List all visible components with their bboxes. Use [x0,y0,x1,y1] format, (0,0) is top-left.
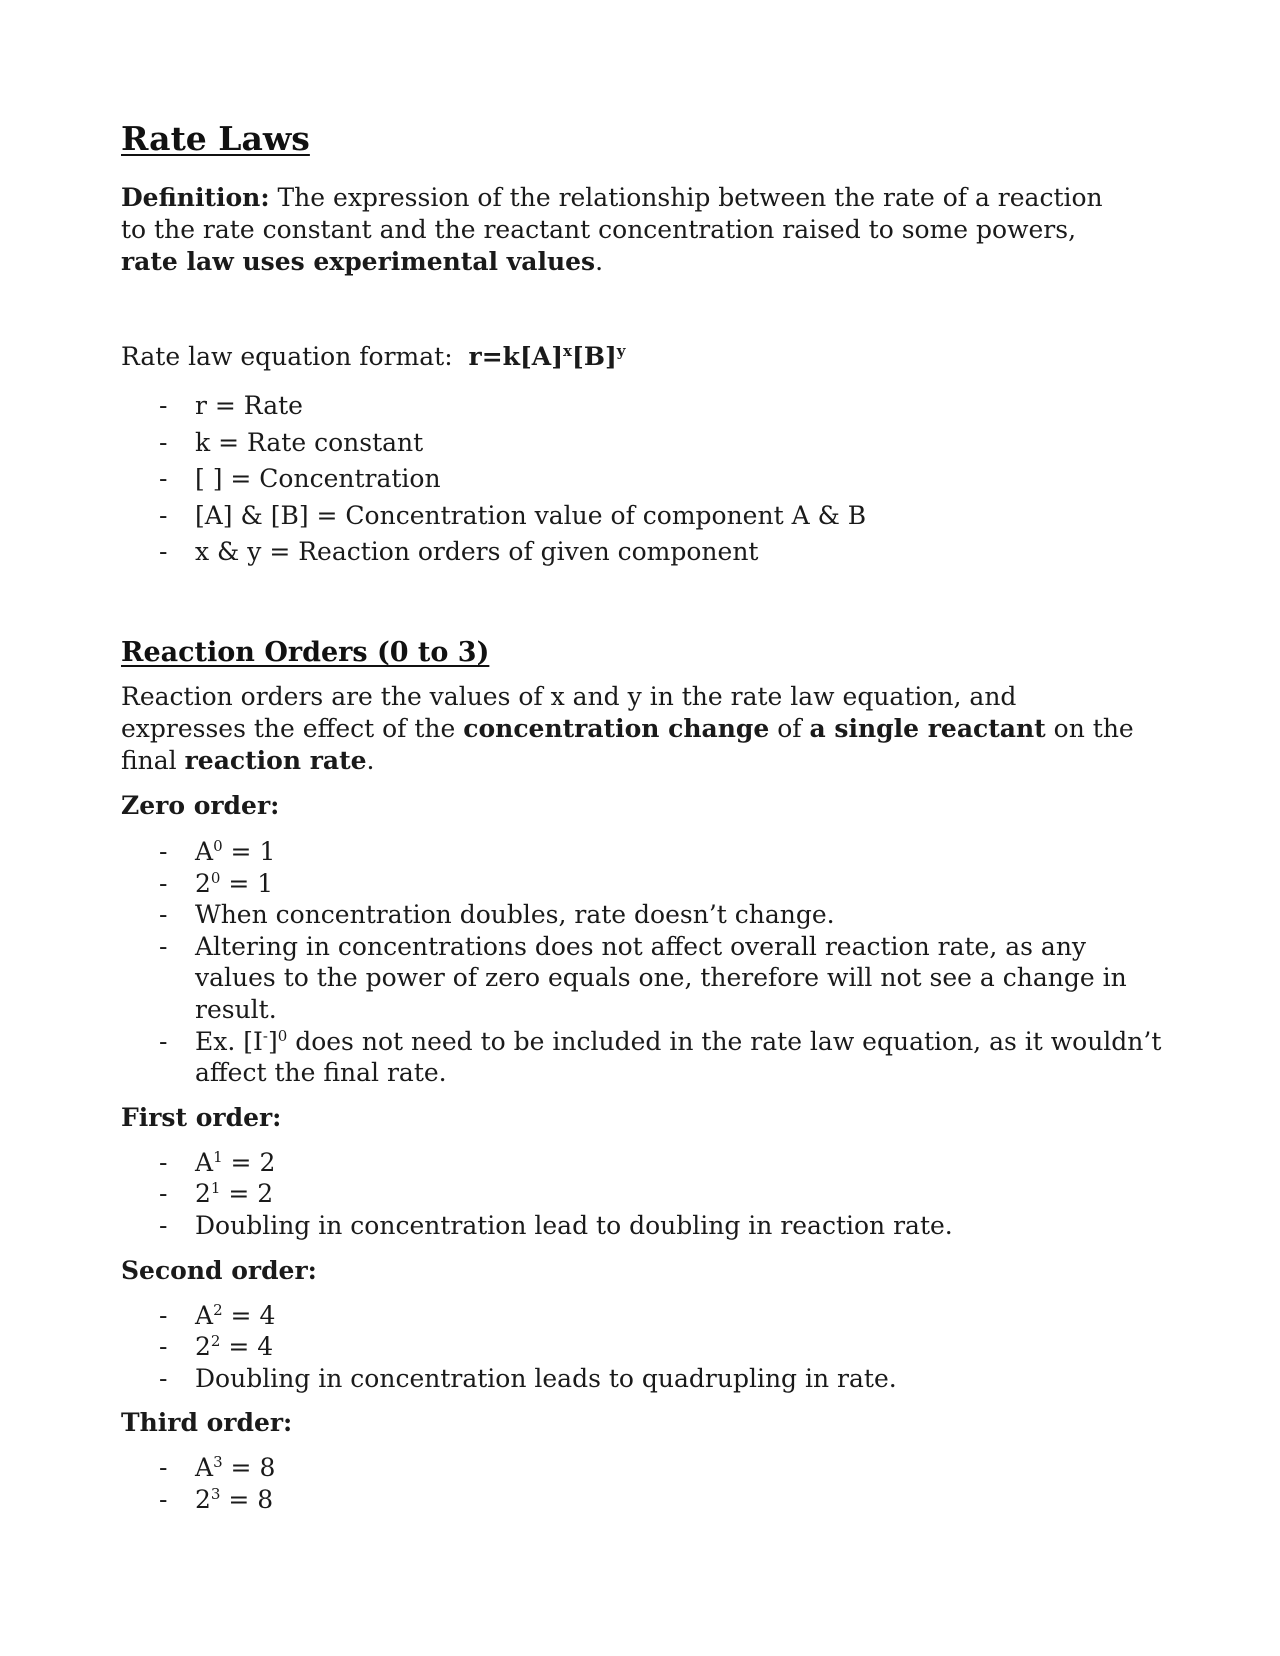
list-item: - When concentration doubles, rate doesn’t change. [121,899,1166,931]
list-item: - $A^0 = 1$ [121,836,1166,868]
reaction-orders-intro [121,681,1141,777]
document-page [121,118,1166,1515]
list-item: - [ ] = Concentration [121,461,1166,498]
list-item: - $A^2 = 4$ [121,1300,1166,1332]
intro-emphasis: a single reactant [809,713,1046,743]
definition-paragraph [121,182,1121,278]
zero-order-heading: Zero order: [121,790,280,820]
list-item: - k = Rate constant [121,425,1166,462]
equation-line [121,341,1166,373]
third-order-list [121,1452,1166,1515]
equation-exp-y: y [616,342,626,360]
intro-text: . [366,745,375,775]
list-item: - $2^0 = 1$ [121,868,1166,900]
reaction-orders-heading: Reaction Orders (0 to 3) [121,636,490,668]
list-item: - $2^3 = 8$ [121,1484,1166,1516]
intro-emphasis: concentration change [463,713,770,743]
first-order-list [121,1147,1166,1242]
second-order-list [121,1300,1166,1395]
intro-text: of [769,713,810,743]
list-item: - [A] & [B] = Concentration value of component A & B [121,498,1166,535]
equation-part-a: r=k[A] [468,342,564,371]
list-item: - Doubling in concentration lead to doubling in reaction rate. [121,1210,1166,1242]
second-order-heading: Second order: [121,1255,317,1285]
list-item: - Ex. $[I^-]^0$ does not need to be included in the rate law equation, as it wouldn’t affect the final rate. [121,1026,1166,1089]
definition-label: Definition: [121,183,270,212]
definition-end: . [595,247,604,276]
list-item: - r = Rate [121,388,1166,425]
list-item: - $2^2 = 4$ [121,1331,1166,1363]
definition-emphasis: rate law uses experimental values [121,247,596,276]
page-title: Rate Laws [121,119,310,158]
list-item: - $A^1 = 2$ [121,1147,1166,1179]
intro-text: Reaction orders are the values of x and y in the rate law equation, and expresses the effect of the [121,681,1017,743]
equation-label: Rate law equation format: [121,342,453,371]
list-item: - x & y = Reaction orders of given component [121,534,1166,571]
third-order-heading: Third order: [121,1408,293,1438]
first-order-heading: First order: [121,1102,282,1132]
list-item: - Altering in concentrations does not affect overall reaction rate, as any values to the power of zero equals one, therefore will not see a change in result. [121,931,1166,1026]
intro-emphasis: reaction rate [184,745,367,775]
list-item: - Doubling in concentration leads to quadrupling in rate. [121,1363,1166,1395]
equation-exp-x: x [563,342,572,360]
variable-definitions-list [121,388,1166,571]
equation-part-b: [B] [571,342,617,371]
list-item: - $A^3 = 8$ [121,1452,1166,1484]
definition-text: The expression of the relationship between the rate of a reaction to the rate constant and the reactant concentration raised to some powers, [121,183,1103,244]
zero-order-list [121,836,1166,1089]
list-item: - $2^1 = 2$ [121,1178,1166,1210]
intro-text: on the final [121,713,1134,775]
rate-law-equation [469,342,626,371]
